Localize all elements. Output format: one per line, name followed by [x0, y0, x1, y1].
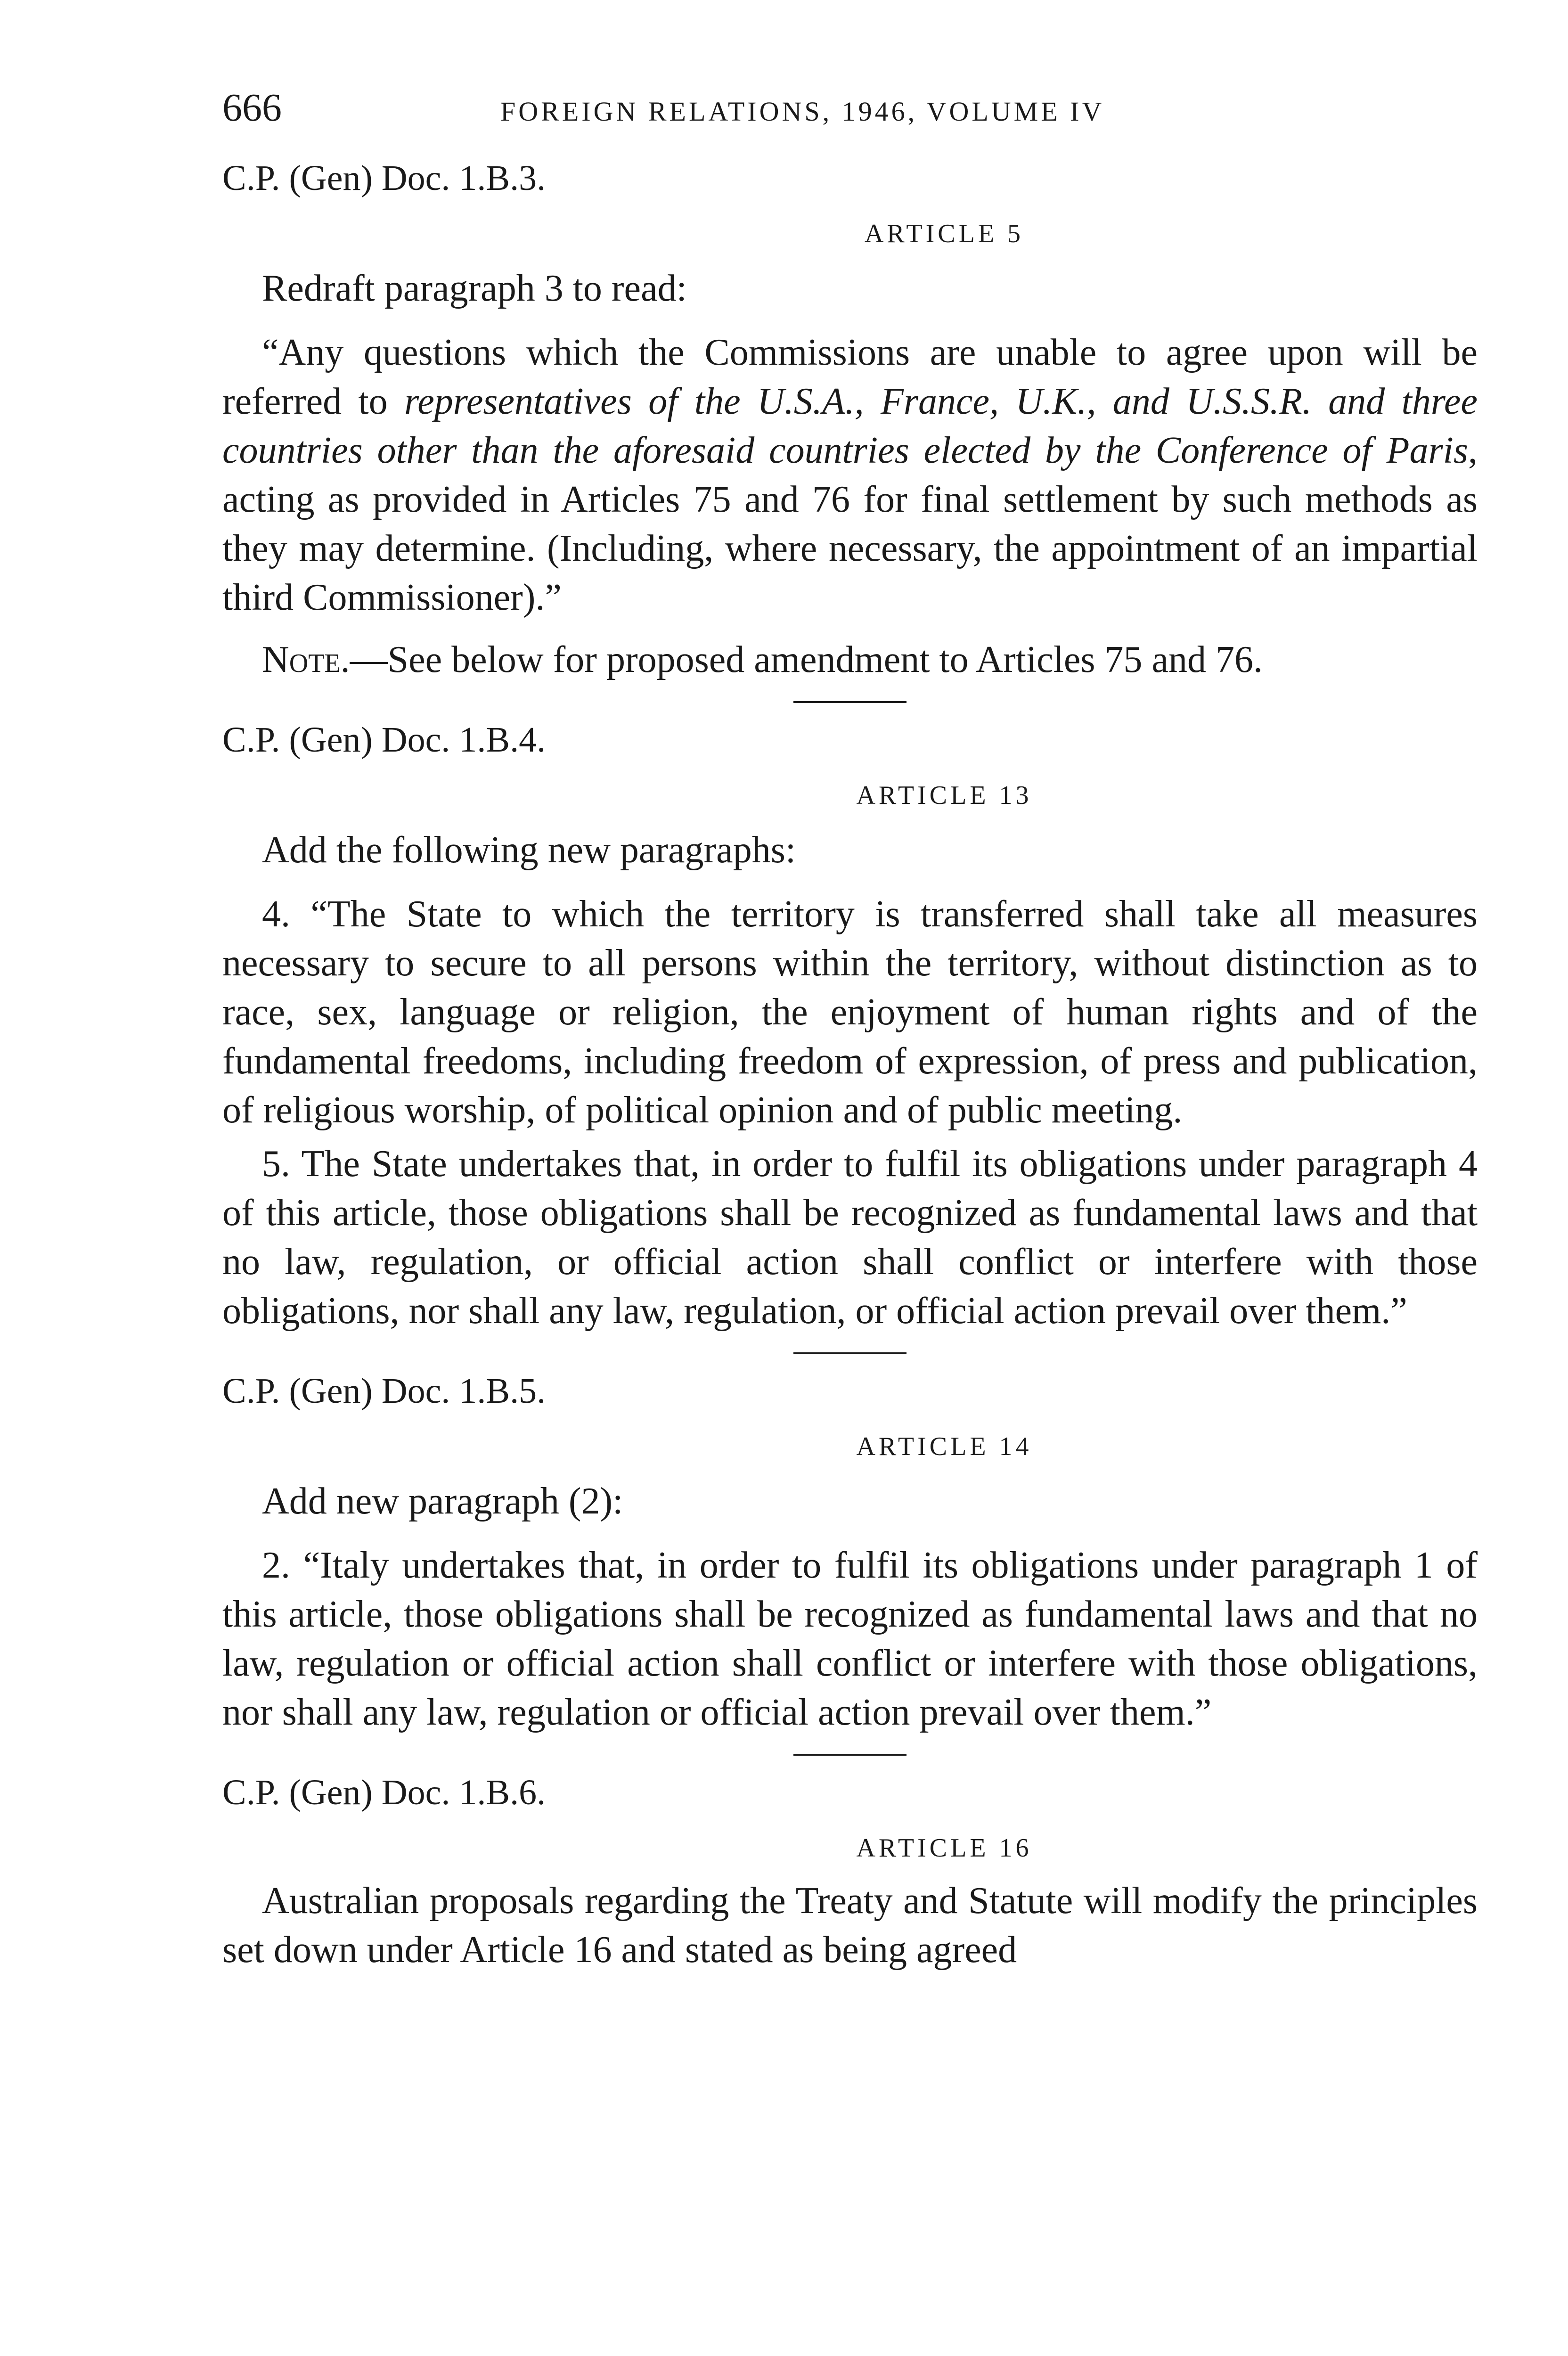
- note-label: Note.: [262, 639, 350, 680]
- instruction-line: Add the following new paragraphs:: [262, 829, 796, 871]
- body-paragraph: Australian proposals regarding the Treaty and Statute will modify the principles set down under Article 16 and stated as being agreed: [222, 1880, 1478, 1971]
- note-text: —See below for proposed amendment to Articles 75 and 76.: [350, 639, 1263, 680]
- doc-reference: C.P. (Gen) Doc. 1.B.6.: [222, 1773, 546, 1812]
- article-heading: ARTICLE 13: [856, 781, 1032, 810]
- article-heading: ARTICLE 16: [856, 1833, 1032, 1863]
- section-article-16: [222, 1775, 1478, 1974]
- page-header: [222, 85, 1478, 146]
- paragraph-5: 5. The State undertakes that, in order to fulfil its obligations under paragraph 4 of this article, those obligations shall be recognized as fundamental laws and that no law, regulation, or official action shall conflict or interfere with those obligations, nor shall any law, regulation, or official action prevail over them.”: [222, 1143, 1478, 1332]
- doc-reference: C.P. (Gen) Doc. 1.B.5.: [222, 1371, 546, 1411]
- section-article-5: [222, 160, 1478, 684]
- doc-reference: C.P. (Gen) Doc. 1.B.4.: [222, 720, 546, 760]
- section-divider: [793, 701, 906, 703]
- section-divider: [793, 1352, 906, 1354]
- instruction-line: Redraft paragraph 3 to read:: [262, 268, 687, 309]
- italic-phrase: representatives of the U.S.A., France, U.K., and U.S.S.R. and three countries other than the aforesaid countries elected by the Conference of Paris: [222, 381, 1478, 471]
- article-heading: ARTICLE 14: [856, 1432, 1032, 1461]
- article-heading: ARTICLE 5: [864, 219, 1024, 248]
- section-divider: [793, 1754, 906, 1756]
- document-page: [222, 85, 1478, 1974]
- page-number: 666: [222, 86, 282, 130]
- quoted-paragraph: “Any questions which the Commissions are unable to agree upon will be referred to representatives of the U.S.A., France, U.K., and U.S.S.R. and three countries other than the aforesaid countries elected by the Conference of Paris, acting as provided in Articles 75 and 76 for final settlement by such methods as they may determine. (Including, where necessary, the appointment of an impartial third Commissioner).”: [222, 332, 1478, 618]
- section-article-13: [222, 722, 1478, 1335]
- section-article-14: [222, 1373, 1478, 1737]
- note: [222, 635, 1478, 684]
- doc-reference: C.P. (Gen) Doc. 1.B.3.: [222, 158, 546, 198]
- instruction-line: Add new paragraph (2):: [262, 1481, 623, 1522]
- paragraph-4: 4. “The State to which the territory is transferred shall take all measures necessary to secure to all persons within the territory, without distinction as to race, sex, language or religion, the enjoyment of human rights and of the fundamental freedoms, including freedom of expression, of press and publication, of religious worship, of political opinion and of public meeting.: [222, 893, 1478, 1131]
- running-head: FOREIGN RELATIONS, 1946, VOLUME IV: [500, 96, 1105, 127]
- paragraph-2: 2. “Italy undertakes that, in order to fulfil its obligations under paragraph 1 of this article, those obligations shall be recognized as fundamental laws and that no law, regulation or official action shall conflict or interfere with those obligations, nor shall any law, regulation or official action prevail over them.”: [222, 1545, 1478, 1733]
